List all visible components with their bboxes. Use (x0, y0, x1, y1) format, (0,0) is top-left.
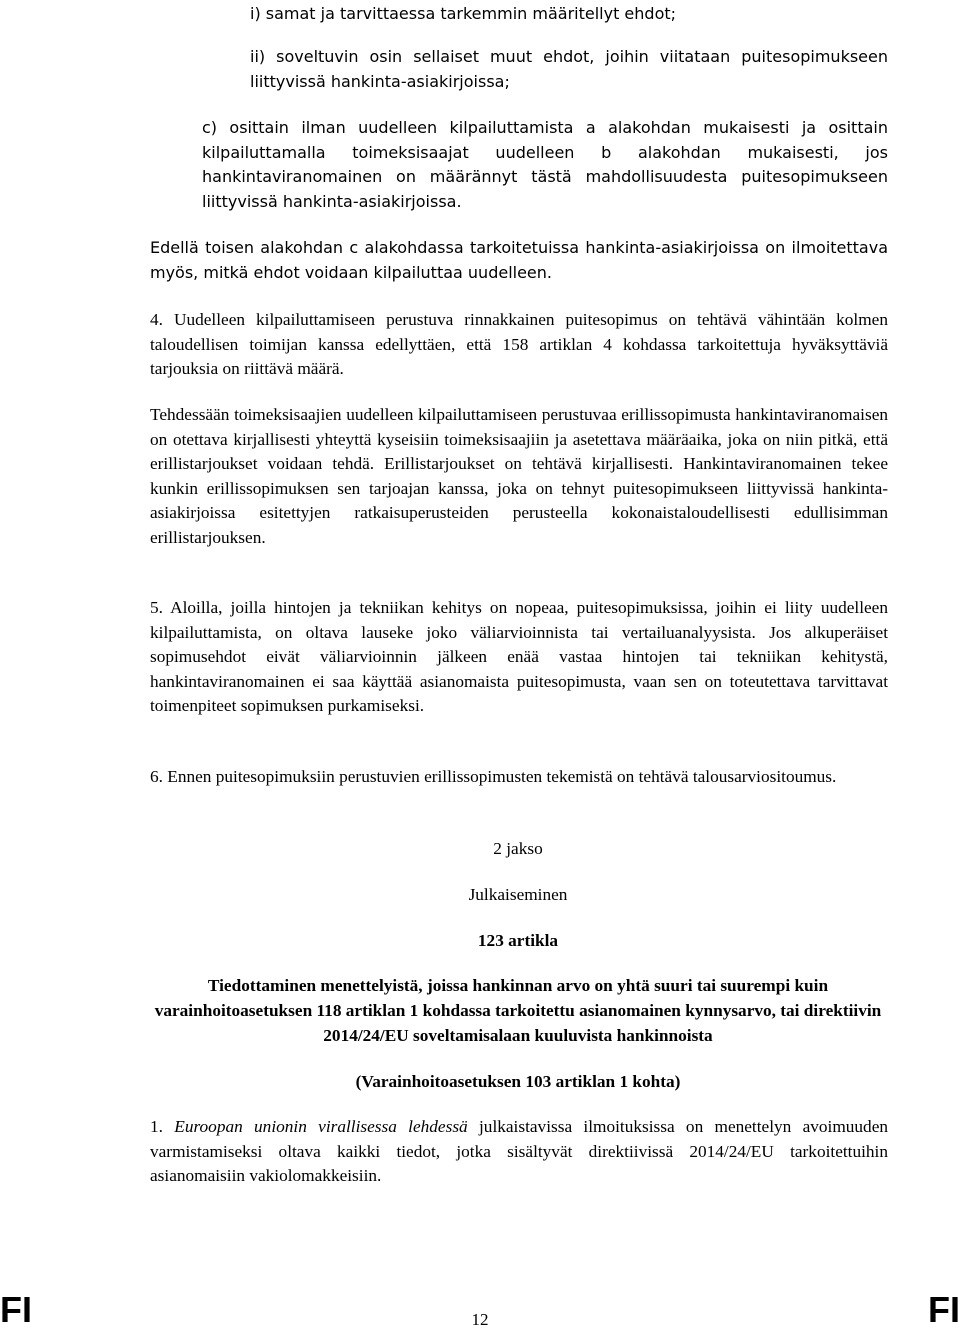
footer-language-left: FI (0, 1289, 32, 1330)
item-c-text: c) osittain ilman uudelleen kilpailuttamista a alakohdan mukaisesti ja osittain kilpailuttamalla toimeksisaajat uudelleen b alakohdan mukaisesti, jos hankintaviranomainen on määrännyt tästä mahdollisuudesta puitesopimukseen liittyvissä hankinta-asiakirjoissa. (202, 118, 888, 211)
article-reference: (Varainhoitoasetuksen 103 artiklan 1 kohta) (355, 1072, 681, 1091)
paragraph-1-rest: julkaistavissa ilmoituksissa on menettelyn avoimuuden varmistamiseksi oltava kaikki tiedot, jotka sisältyvät direktiivissä 2014/24/EU tarkoitettuihin asianomaisiin vakiolomakkeisiin. (150, 1117, 889, 1186)
paragraph-5: 5. Aloilla, joilla hintojen ja tekniikan kehitys on nopeaa, puitesopimuksissa, joihin ei liity uudelleen kilpailuttamista, on oltava lauseke joko väliarvioinnista tai vertailuanalyysista. Jos alkuperäiset sopimusehdot eivät väliarvioinnin jälkeen enää vastaa hintojen tai tekniikan kehitystä, hankintaviranomainen ei saa käyttää asianomaista puitesopimusta, vaan sen on toteutettava tarvittavat toimenpiteet sopimuksen purkamiseksi. (150, 598, 888, 716)
paragraph-4: 4. Uudelleen kilpailuttamiseen perustuva rinnakkainen puitesopimus on tehtävä vähintään kolmen taloudellisen toimijan kanssa edellyttäen, että 158 artiklan 4 kohdassa tarkoitettuja hyväksyttäviä tarjouksia on riittävä määrä. (150, 310, 888, 379)
section-label: 2 jakso (493, 839, 543, 858)
article-label: 123 artikla (477, 931, 559, 950)
section-title: Julkaiseminen (468, 885, 568, 904)
item-ii-text: ii) soveltuvin osin sellaiset muut ehdot, joihin viitataan puitesopimukseen liittyvissä hankinta-asiakirjoissa; (250, 47, 888, 91)
footer-language-right: FI (928, 1289, 960, 1330)
paragraph-6: 6. Ennen puitesopimuksiin perustuvien erillissopimusten tekemistä on tehtävä talousarviositoumus. (150, 767, 837, 786)
paragraph-tehdessaan: Tehdessään toimeksisaajien uudelleen kilpailuttamiseen perustuvaa erillissopimusta hankintaviranomaisen on otettava kirjallisesti yhteyttä kyseisiin toimeksisaajiin ja asetettava määräaika, joka on niin pitkä, että erillistarjoukset voidaan tehdä. Erillistarjoukset on tehtävä kirjallisesti. Hankintaviranomainen tekee kunkin erillissopimuksen sen tarjoajan kanssa, joka on tehnyt puitesopimukseen liittyvissä hankinta-asiakirjoissa esitettyjen ratkaisuperusteiden perusteella kokonaistaloudellisesti edullisimman erillistarjouksen. (150, 405, 888, 547)
paragraph-1-journal-name: Euroopan unionin virallisessa lehdessä (174, 1117, 468, 1136)
footer-page-number: 12 (471, 1310, 489, 1329)
paragraph-edella: Edellä toisen alakohdan c alakohdassa tarkoitetuissa hankinta-asiakirjoissa on ilmoitettava myös, mitkä ehdot voidaan kilpailuttaa uudelleen. (150, 238, 888, 282)
paragraph-1-prefix: 1. (150, 1117, 175, 1136)
item-i-text: i) samat ja tarvittaessa tarkemmin määritellyt ehdot; (250, 4, 677, 23)
paragraph-1 (150, 1115, 888, 1189)
article-title: Tiedottaminen menettelyistä, joissa hankinnan arvo on yhtä suuri tai suurempi kuin varainhoitoasetuksen 118 artiklan 1 kohdassa tarkoitettu asianomainen kynnysarvo, tai direktiivin 2014/24/EU soveltamisalaan kuuluvista hankinnoista (154, 976, 882, 1045)
